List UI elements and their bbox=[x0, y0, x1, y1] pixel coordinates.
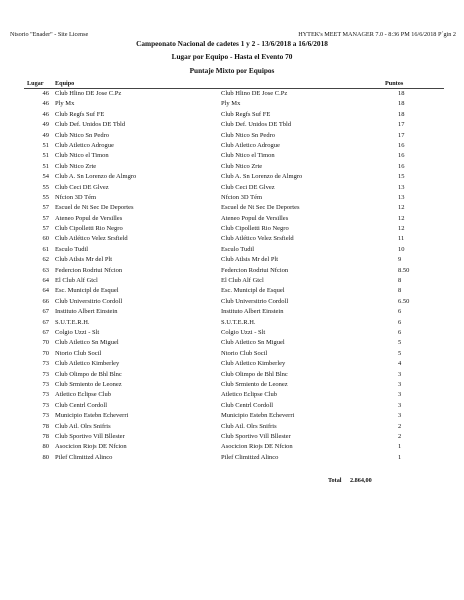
position-cell: 51 bbox=[42, 141, 49, 149]
team-cell: Nfcion 3D Tém bbox=[55, 193, 97, 201]
team-cell: Club Sportivo Vill Bllester bbox=[55, 432, 125, 440]
points-cell: 6 bbox=[398, 328, 402, 336]
table-row bbox=[0, 141, 464, 151]
points-cell: 6.50 bbox=[398, 297, 410, 305]
table-row bbox=[0, 224, 464, 234]
team-cell: Esc. Municipl de Esquel bbox=[55, 287, 119, 295]
points-cell: 6 bbox=[398, 308, 402, 316]
points-cell: 8 bbox=[398, 277, 402, 285]
table-row bbox=[0, 307, 464, 317]
team-name-repeat-cell: Club Atletico Kimberley bbox=[221, 360, 286, 368]
team-name-repeat-cell: Club Universitrio Cordoll bbox=[221, 297, 289, 305]
points-cell: 3 bbox=[398, 412, 402, 420]
position-cell: 73 bbox=[42, 412, 49, 420]
team-cell: Ply Mx bbox=[55, 100, 75, 108]
team-cell: S.U.T.E.R.H. bbox=[55, 318, 90, 326]
team-cell: Club Atletico Adrogue bbox=[55, 141, 114, 149]
scoring-subtitle: Puntaje Mixto por Equipos bbox=[189, 66, 275, 75]
table-row bbox=[0, 151, 464, 161]
team-cell: Ntorio Club Socil bbox=[55, 349, 102, 357]
team-cell: Club Def. Unidos DE Tbld bbox=[55, 121, 126, 129]
position-cell: 78 bbox=[42, 432, 49, 440]
team-name-repeat-cell: Escuel de Nt Sec De Deportes bbox=[221, 204, 300, 212]
table-row bbox=[0, 162, 464, 172]
team-cell: Atletico Eclipse Club bbox=[55, 391, 111, 399]
position-cell: 70 bbox=[42, 339, 49, 347]
team-name-repeat-cell: Colgio Uzzi - Slt bbox=[221, 328, 266, 336]
table-row bbox=[0, 172, 464, 182]
team-name-repeat-cell: Club Atl. Olrs Snifris bbox=[221, 422, 277, 430]
position-cell: 70 bbox=[42, 349, 49, 357]
team-cell: Club A. Sn Lorenzo de Almgro bbox=[55, 173, 137, 181]
table-row bbox=[0, 380, 464, 390]
team-cell: Pilef Climitizd Alinco bbox=[55, 453, 113, 461]
points-cell: 12 bbox=[398, 204, 405, 212]
team-name-repeat-cell: Club Sportivo Vill Bllester bbox=[221, 432, 291, 440]
position-cell: 46 bbox=[42, 100, 49, 108]
championship-title: Campeonato Nacional de cadetes 1 y 2 - 13/6/2018 a 16/6/2018 bbox=[136, 39, 328, 48]
team-name-repeat-cell: Instituto Albert Einstein bbox=[221, 308, 284, 316]
team-cell: Municipio Estebn Echeverri bbox=[55, 412, 129, 420]
position-cell: 66 bbox=[42, 297, 49, 305]
team-cell: Club Ntico Sn Pedro bbox=[55, 131, 109, 139]
position-cell: 54 bbox=[42, 173, 49, 181]
total-value: 2.864,00 bbox=[350, 477, 372, 484]
team-cell: Club Atletico Sn Miguel bbox=[55, 339, 119, 347]
table-row bbox=[0, 183, 464, 193]
column-header-lugar: Lugar bbox=[27, 80, 44, 87]
position-cell: 57 bbox=[42, 225, 49, 233]
table-row bbox=[0, 349, 464, 359]
position-cell: 62 bbox=[42, 256, 49, 264]
position-cell: 67 bbox=[42, 328, 49, 336]
points-cell: 16 bbox=[398, 152, 405, 160]
team-name-repeat-cell: Municipio Estebn Echeverri bbox=[221, 412, 295, 420]
table-row bbox=[0, 203, 464, 213]
position-cell: 60 bbox=[42, 235, 49, 243]
team-name-repeat-cell: Club Ntico el Timon bbox=[221, 152, 275, 160]
team-name-repeat-cell: Club Atletico Sn Miguel bbox=[221, 339, 285, 347]
team-cell: Club Srmiento de Leonez bbox=[55, 380, 122, 388]
team-cell: Club Universitrio Cordoll bbox=[55, 297, 123, 305]
position-cell: 49 bbox=[42, 131, 49, 139]
team-name-repeat-cell: Atletico Eclipse Club bbox=[221, 391, 277, 399]
position-cell: 63 bbox=[42, 266, 49, 274]
points-cell: 1 bbox=[398, 453, 402, 461]
position-cell: 67 bbox=[42, 308, 49, 316]
team-name-repeat-cell: Club Atletico Adrogue bbox=[221, 141, 280, 149]
points-cell: 1 bbox=[398, 443, 402, 451]
position-cell: 73 bbox=[42, 380, 49, 388]
table-row bbox=[0, 390, 464, 400]
team-name-repeat-cell: Nfcion 3D Tém bbox=[221, 193, 263, 201]
position-cell: 64 bbox=[42, 277, 49, 285]
team-name-repeat-cell: Ply Mx bbox=[221, 100, 241, 108]
team-cell: Ateneo Popul de Versilles bbox=[55, 214, 123, 222]
team-name-repeat-cell: Asocicion Riojs DE Nfcion bbox=[221, 443, 293, 451]
position-cell: 46 bbox=[42, 110, 49, 118]
team-cell: Club Atletico Kimberley bbox=[55, 360, 120, 368]
position-cell: 51 bbox=[42, 162, 49, 170]
team-name-repeat-cell: Ntorio Club Socil bbox=[221, 349, 268, 357]
position-cell: 73 bbox=[42, 360, 49, 368]
position-cell: 55 bbox=[42, 183, 49, 191]
points-cell: 16 bbox=[398, 162, 405, 170]
team-name-repeat-cell: Club Regfs Suf FE bbox=[221, 110, 271, 118]
team-name-repeat-cell: Club Atlético Velez Srsfield bbox=[221, 235, 294, 243]
team-name-repeat-cell: El Club Alf Gtcl bbox=[221, 277, 264, 285]
table-row bbox=[0, 99, 464, 109]
table-row bbox=[0, 214, 464, 224]
points-cell: 3 bbox=[398, 370, 402, 378]
team-name-repeat-cell: Club Def. Unidos DE Tbld bbox=[221, 121, 292, 129]
table-row bbox=[0, 193, 464, 203]
points-cell: 18 bbox=[398, 100, 405, 108]
position-cell: 73 bbox=[42, 370, 49, 378]
license-text: Ntsorio "Enader" - Site License bbox=[10, 31, 89, 38]
points-cell: 5 bbox=[398, 339, 402, 347]
table-row bbox=[0, 266, 464, 276]
team-name-repeat-cell: Club Ceci DE Glvez bbox=[221, 183, 275, 191]
team-cell: Club Atl. Olrs Snifris bbox=[55, 422, 111, 430]
position-cell: 55 bbox=[42, 193, 49, 201]
table-row bbox=[0, 297, 464, 307]
table-row bbox=[0, 318, 464, 328]
team-cell: Asocicion Riojs DE Nfcion bbox=[55, 443, 127, 451]
meet-manager-header: HYTEK's MEET MANAGER 7.0 - 8:36 PM 16/6/2018 P´gin 2 bbox=[298, 31, 456, 38]
team-name-repeat-cell: Esculo Tudil bbox=[221, 245, 255, 253]
position-cell: 57 bbox=[42, 214, 49, 222]
position-cell: 80 bbox=[42, 443, 49, 451]
table-row bbox=[0, 338, 464, 348]
points-cell: 8 bbox=[398, 287, 402, 295]
team-cell: Instituto Albert Einstein bbox=[55, 308, 118, 316]
team-cell: Club Atlsis Mr del Plt bbox=[55, 256, 113, 264]
team-cell: El Club Alf Gtcl bbox=[55, 277, 98, 285]
points-cell: 15 bbox=[398, 173, 405, 181]
points-cell: 17 bbox=[398, 131, 405, 139]
team-name-repeat-cell: S.U.T.E.R.H. bbox=[221, 318, 256, 326]
table-row bbox=[0, 401, 464, 411]
team-cell: Club Ntico el Timon bbox=[55, 152, 109, 160]
position-cell: 78 bbox=[42, 422, 49, 430]
table-row bbox=[0, 370, 464, 380]
team-name-repeat-cell: Club Centrl Cordoll bbox=[221, 401, 273, 409]
points-cell: 9 bbox=[398, 256, 402, 264]
team-cell: Colgio Uzzi - Slt bbox=[55, 328, 100, 336]
standings-table bbox=[0, 89, 464, 463]
position-cell: 46 bbox=[42, 90, 49, 97]
table-row bbox=[0, 120, 464, 130]
points-cell: 17 bbox=[398, 121, 405, 129]
points-cell: 12 bbox=[398, 214, 405, 222]
table-row bbox=[0, 110, 464, 120]
points-cell: 16 bbox=[398, 141, 405, 149]
table-row bbox=[0, 411, 464, 421]
team-cell: Club Centrl Cordoll bbox=[55, 401, 107, 409]
team-name-repeat-cell: Federcion Rodriui Nfcion bbox=[221, 266, 289, 274]
team-name-repeat-cell: Ateneo Popul de Versilles bbox=[221, 214, 289, 222]
team-cell: Club Cipolletti Rio Negro bbox=[55, 225, 123, 233]
table-row bbox=[0, 131, 464, 141]
table-row bbox=[0, 359, 464, 369]
team-name-repeat-cell: Club Hlino DE Jose C.Pz bbox=[221, 90, 288, 97]
team-name-repeat-cell: Esc. Municipl de Esquel bbox=[221, 287, 285, 295]
team-cell: Esculo Tudil bbox=[55, 245, 89, 253]
team-name-repeat-cell: Club Cipolletti Rio Negro bbox=[221, 225, 289, 233]
table-row bbox=[0, 432, 464, 442]
points-cell: 3 bbox=[398, 380, 402, 388]
table-row bbox=[0, 245, 464, 255]
position-cell: 67 bbox=[42, 318, 49, 326]
table-row bbox=[0, 89, 464, 99]
team-name-repeat-cell: Club Olimpo de Bhl Blnc bbox=[221, 370, 288, 378]
table-row bbox=[0, 255, 464, 265]
table-row bbox=[0, 286, 464, 296]
team-name-repeat-cell: Pilef Climitizd Alinco bbox=[221, 453, 279, 461]
team-cell: Club Ntico Zrte bbox=[55, 162, 97, 170]
points-cell: 12 bbox=[398, 225, 405, 233]
points-cell: 4 bbox=[398, 360, 402, 368]
team-cell: Club Atlético Velez Srsfield bbox=[55, 235, 128, 243]
position-cell: 57 bbox=[42, 204, 49, 212]
position-cell: 49 bbox=[42, 121, 49, 129]
position-cell: 73 bbox=[42, 401, 49, 409]
points-cell: 13 bbox=[398, 193, 405, 201]
points-cell: 6 bbox=[398, 318, 402, 326]
position-cell: 51 bbox=[42, 152, 49, 160]
position-cell: 61 bbox=[42, 245, 49, 253]
points-cell: 3 bbox=[398, 391, 402, 399]
points-cell: 2 bbox=[398, 422, 402, 430]
team-name-repeat-cell: Club Ntico Zrte bbox=[221, 162, 263, 170]
points-cell: 18 bbox=[398, 110, 405, 118]
points-cell: 5 bbox=[398, 349, 402, 357]
points-cell: 8.50 bbox=[398, 266, 410, 274]
team-name-repeat-cell: Club Srmiento de Leonez bbox=[221, 380, 288, 388]
team-cell: Escuel de Nt Sec De Deportes bbox=[55, 204, 134, 212]
table-row bbox=[0, 276, 464, 286]
position-cell: 80 bbox=[42, 453, 49, 461]
table-row bbox=[0, 422, 464, 432]
position-cell: 73 bbox=[42, 391, 49, 399]
team-name-repeat-cell: Club Ntico Sn Pedro bbox=[221, 131, 275, 139]
position-cell: 64 bbox=[42, 287, 49, 295]
column-header-equipo: Equipo bbox=[55, 80, 75, 87]
team-name-repeat-cell: Club A. Sn Lorenzo de Almgro bbox=[221, 173, 303, 181]
points-cell: 13 bbox=[398, 183, 405, 191]
points-cell: 18 bbox=[398, 90, 405, 97]
points-cell: 11 bbox=[398, 235, 405, 243]
team-cell: Club Regfs Suf FE bbox=[55, 110, 105, 118]
points-cell: 10 bbox=[398, 245, 405, 253]
team-name-repeat-cell: Club Atlsis Mr del Plt bbox=[221, 256, 279, 264]
table-row bbox=[0, 234, 464, 244]
team-cell: Club Olimpo de Bhl Blnc bbox=[55, 370, 122, 378]
column-header-puntos: Puntos bbox=[385, 80, 404, 87]
total-label: Total bbox=[328, 477, 342, 484]
team-cell: Club Ceci DE Glvez bbox=[55, 183, 109, 191]
table-row bbox=[0, 442, 464, 452]
table-row bbox=[0, 328, 464, 338]
team-cell: Federcion Rodriui Nfcion bbox=[55, 266, 123, 274]
ranking-subtitle: Lugar por Equipo - Hasta el Evento 70 bbox=[171, 52, 293, 61]
points-cell: 3 bbox=[398, 401, 402, 409]
team-cell: Club Hlino DE Jose C.Pz bbox=[55, 90, 122, 97]
table-row bbox=[0, 453, 464, 463]
points-cell: 2 bbox=[398, 432, 402, 440]
